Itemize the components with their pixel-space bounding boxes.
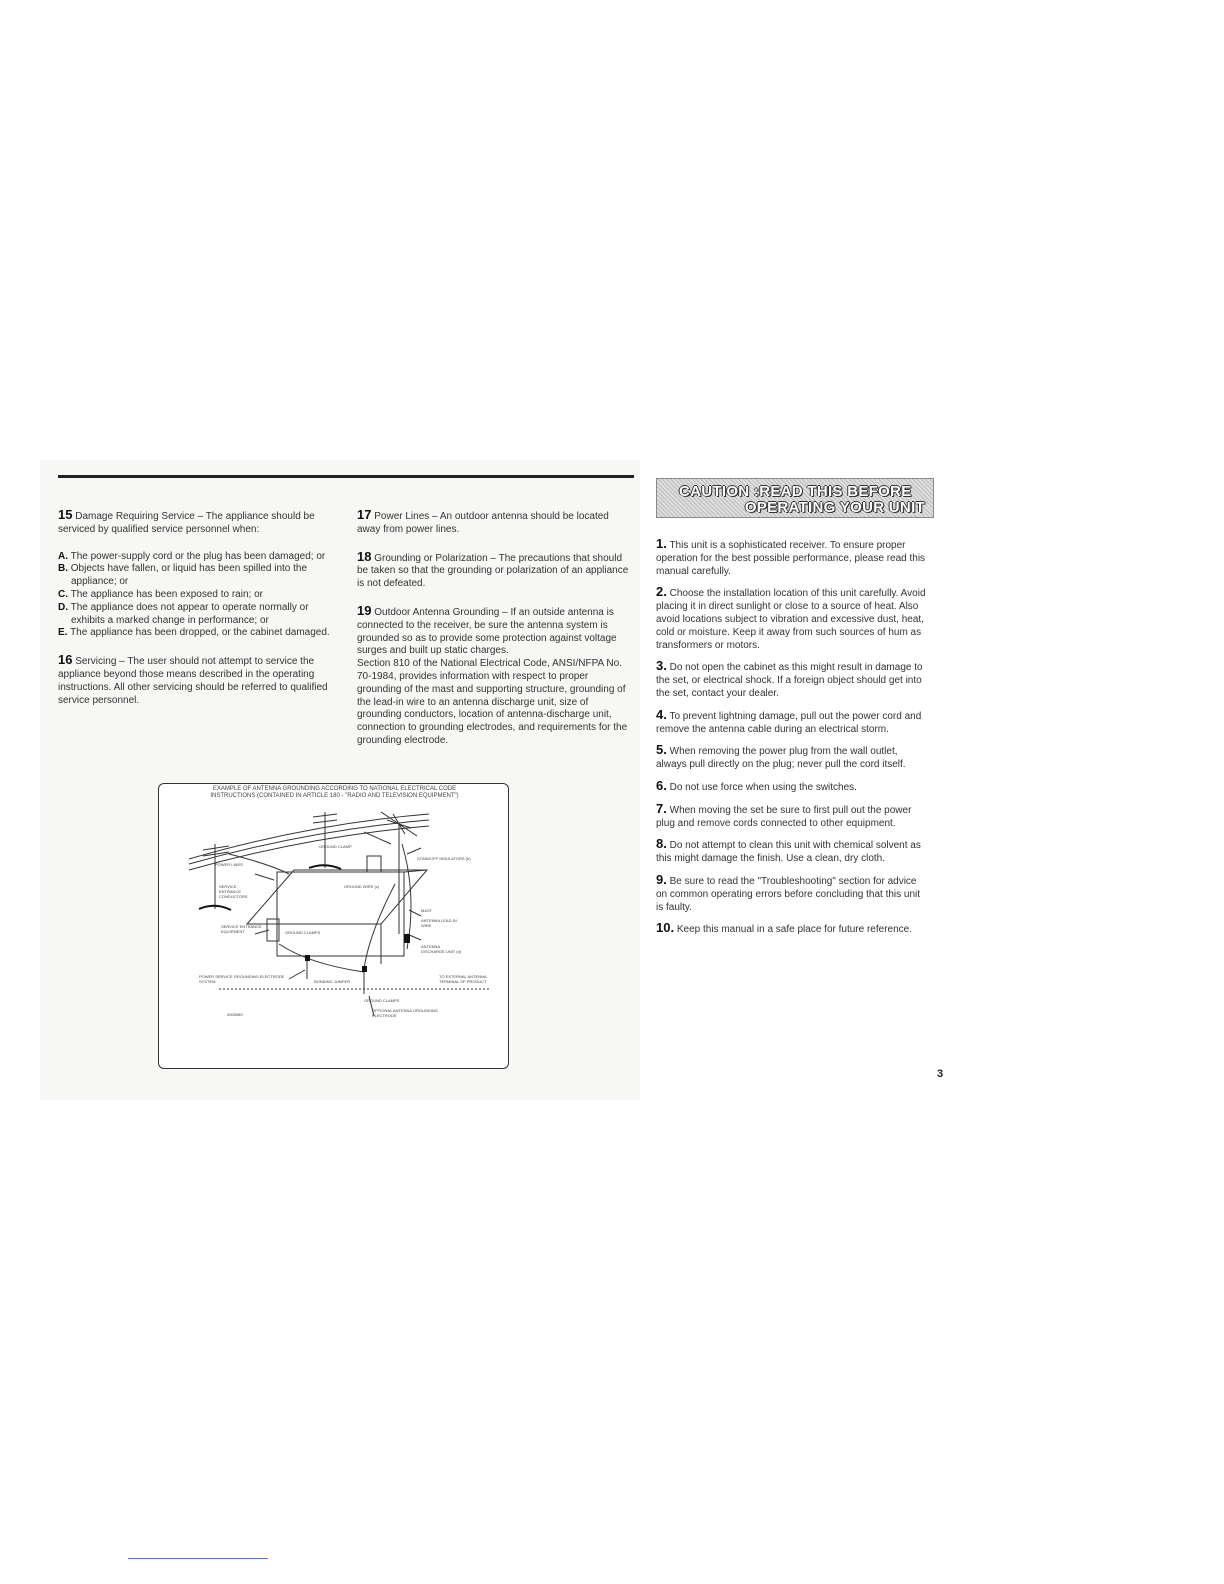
item-19-text: Outdoor Antenna Grounding – If an outside antenna is connected to the receiver, be sure the antenna system is grounded so as to provide some protection against voltage surges and built up static charges. xyxy=(357,606,617,657)
left-column xyxy=(58,509,336,707)
page-number: 3 xyxy=(937,1068,944,1080)
caution-item: 4. To prevent lightning damage, pull out the power cord and remove the antenna cable during an electrical storm. xyxy=(656,706,922,735)
item-19-section: Section 810 of the National Electrical Code, ANSI/NFPA No. 70-1984, provides information with respect to proper grounding of the mast and supporting structure, grounding of the lead-in wire to an antenna discharge unit, size of grounding conductors, location of antenna-discharge unit, connection to grounding electrodes, and requirements for the grounding electrode. xyxy=(357,658,628,746)
item-16-text: Servicing – The user should not attempt to service the appliance beyond those means described in the operating instructions. All other servicing should be referred to qualified service personnel. xyxy=(58,656,328,706)
item-18-number: 18 xyxy=(357,548,372,564)
item-17 xyxy=(357,509,633,537)
caution-item: 1. This unit is a sophisticated receiver. To ensure proper operation for the best possible performance, please read this manual carefully. xyxy=(656,536,926,577)
caution-item: 7. When moving the set be sure to first pull out the power plug and remove cords connected to other equipment. xyxy=(656,800,912,829)
damage-list xyxy=(58,551,336,641)
item-15-text: Damage Requiring Service – The appliance should be serviced by qualified service personnel when: xyxy=(58,511,315,535)
list-item: C. The appliance has been exposed to rain; or xyxy=(58,588,263,600)
caution-item: 3. Do not open the cabinet as this might result in damage to the set, or electrical shock. If a foreign object should get into the set, contact your dealer. xyxy=(656,658,923,699)
footer-rule xyxy=(128,1558,268,1559)
diagram-caption-line1: EXAMPLE OF ANTENNA GROUNDING ACCORDING TO NATIONAL ELECTRICAL CODE xyxy=(212,786,457,792)
list-item: B. Objects have fallen, or liquid has been spilled into the appliance; or xyxy=(58,563,308,588)
label-service-entrance: SERVICE ENTRANCE CONDUCTORS xyxy=(219,884,248,899)
label-ground-clamps-2: GROUND CLAMPS xyxy=(364,998,400,1003)
caution-item: 8. Do not attempt to clean this unit with chemical solvent as this might damage the finish. Use a clean, dry cloth. xyxy=(656,836,921,865)
caution-item: 10. Keep this manual in a safe place for future reference. xyxy=(656,920,912,936)
antenna-grounding-diagram xyxy=(158,783,509,1069)
label-bonding-jumper: BONDING JUMPER xyxy=(314,979,351,984)
caution-title-line2: OPERATING YOUR UNIT xyxy=(744,499,925,516)
label-ground-clamp: GROUND CLAMP xyxy=(319,844,352,849)
caution-title-line1: CAUTION :READ THIS BEFORE xyxy=(679,483,912,500)
label-service-equipment: SERVICE ENTRANCE EQUIPMENT xyxy=(221,924,262,934)
item-19-number: 19 xyxy=(357,602,372,618)
label-mast: MAST xyxy=(421,908,433,913)
item-16 xyxy=(58,654,336,707)
caution-list xyxy=(656,538,930,945)
middle-column xyxy=(357,509,633,748)
item-18 xyxy=(357,548,633,591)
caution-banner xyxy=(656,478,934,518)
top-rule xyxy=(58,475,634,478)
label-ground-wire: GROUND WIRE (c) xyxy=(344,884,380,889)
item-19 xyxy=(357,602,633,658)
list-item: E. The appliance has been dropped, or the cabinet damaged. xyxy=(58,627,330,639)
list-item: D. The appliance does not appear to operate normally or exhibits a marked change in performance; or xyxy=(58,601,309,626)
label-power-service: POWER SERVICE GROUNDING ELECTRODE SYSTEM xyxy=(199,974,285,984)
caution-item: 6. Do not use force when using the switches. xyxy=(656,777,857,793)
caution-item: 9. Be sure to read the "Troubleshooting" section for advice on common operating errors before concluding that this unit is faulty. xyxy=(656,871,921,913)
label-optional-electrode: OPTIONAL ANTENNA GROUNDING ELECTRODE xyxy=(372,1008,438,1018)
caution-item: 5. When removing the power plug from the wall outlet, always pull directly on the plug; never pull the cord itself. xyxy=(656,742,906,771)
diagram-caption-line2: INSTRUCTIONS (CONTAINED IN ARTICLE 180 - "RADIO AND TELEVISION EQUIPMENT") xyxy=(210,793,459,799)
item-16-number: 16 xyxy=(58,652,73,668)
label-to-external: TO EXTERNAL ANTENNA TERMINAL OF PRODUCT xyxy=(439,974,487,984)
item-17-text: Power Lines – An outdoor antenna should be located away from power lines. xyxy=(357,511,609,535)
label-discharge-unit: ANTENNA DISCHARGE UNIT (d) xyxy=(421,944,462,954)
label-antenna-lead-in: ANTENNA LEAD-IN WIRE xyxy=(421,918,457,928)
item-15 xyxy=(58,509,336,537)
label-ground-clamps: GROUND CLAMPS xyxy=(285,930,321,935)
label-standoff: STANDOFF INSULATORS (b) xyxy=(417,856,471,861)
list-item: A. The power-supply cord or the plug has been damaged; or xyxy=(58,550,326,562)
item-15-number: 15 xyxy=(58,507,73,522)
item-17-number: 17 xyxy=(357,507,372,522)
label-diagram-code: 3005989 xyxy=(227,1012,243,1017)
label-power-lines: POWER LINES xyxy=(215,862,243,867)
item-18-text: Grounding or Polarization – The precautions that should be taken so that the grounding or polarization of an appliance is not defeated. xyxy=(357,552,629,590)
caution-item: 2. Choose the installation location of this unit carefully. Avoid placing it in direct sunlight or close to a source of heat. Also avoid locations subject to vibration and excessive dust, heat, cold or moisture. Keep it away from such sources of hum as transformers or motors. xyxy=(656,584,926,651)
